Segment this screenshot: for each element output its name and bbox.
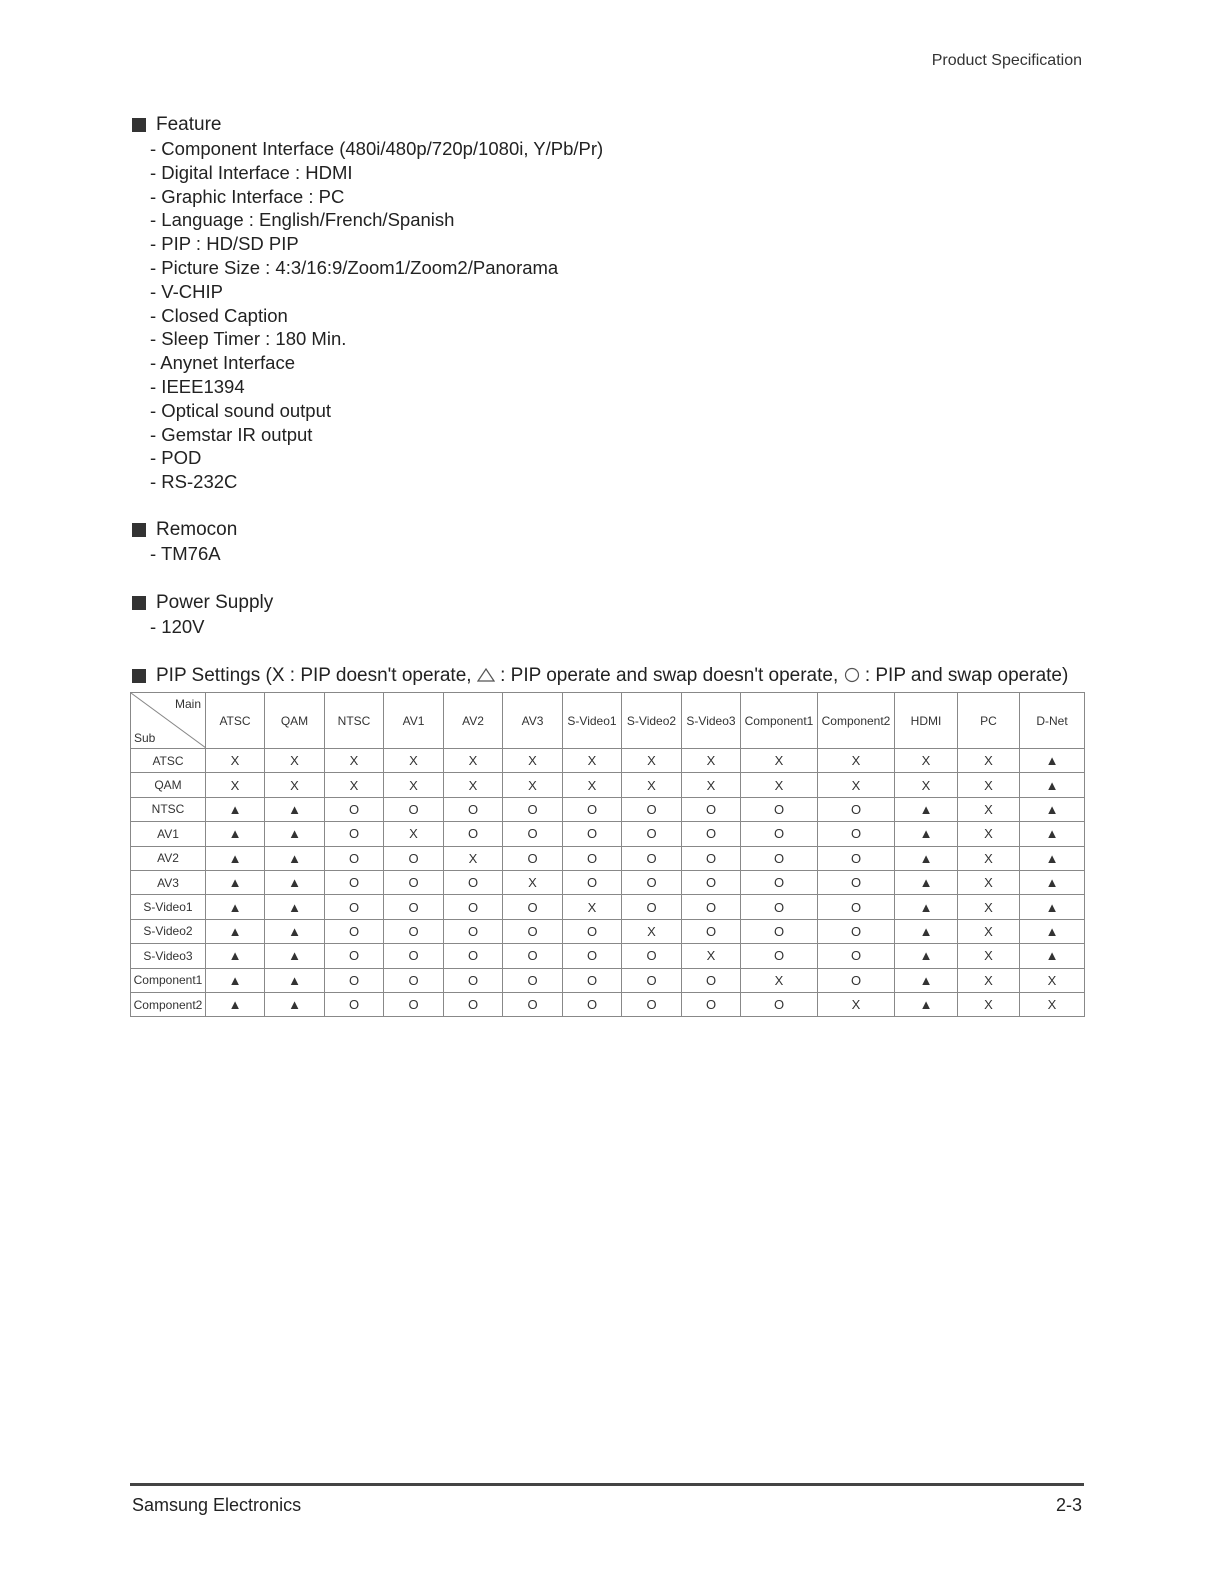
column-header: AV2 bbox=[444, 693, 503, 749]
table-cell: ▲ bbox=[895, 944, 958, 968]
column-header: NTSC bbox=[325, 693, 384, 749]
table-cell: X bbox=[682, 944, 741, 968]
table-cell: X bbox=[958, 919, 1020, 943]
table-cell: O bbox=[682, 822, 741, 846]
table-cell: X bbox=[444, 773, 503, 797]
table-cell: O bbox=[818, 846, 895, 870]
table-cell: O bbox=[622, 870, 682, 894]
table-cell: ▲ bbox=[895, 846, 958, 870]
table-cell: O bbox=[818, 919, 895, 943]
power-supply-item: - 120V bbox=[150, 616, 205, 637]
table-cell: ▲ bbox=[206, 992, 265, 1016]
table-cell: ▲ bbox=[265, 870, 325, 894]
column-header: ATSC bbox=[206, 693, 265, 749]
table-cell: O bbox=[741, 797, 818, 821]
table-cell: X bbox=[563, 773, 622, 797]
table-cell: X bbox=[818, 749, 895, 773]
table-cell: ▲ bbox=[1020, 870, 1085, 894]
column-header: PC bbox=[958, 693, 1020, 749]
footer-rule bbox=[130, 1483, 1084, 1486]
column-header: AV1 bbox=[384, 693, 444, 749]
table-cell: ▲ bbox=[265, 919, 325, 943]
row-header: Component1 bbox=[131, 968, 206, 992]
corner-sub-label: Sub bbox=[134, 731, 156, 745]
bullet-square-icon bbox=[132, 669, 146, 683]
table-cell: O bbox=[384, 846, 444, 870]
table-cell: O bbox=[325, 895, 384, 919]
table-cell: O bbox=[818, 870, 895, 894]
table-cell: X bbox=[958, 797, 1020, 821]
table-cell: X bbox=[958, 749, 1020, 773]
table-row bbox=[131, 895, 1085, 919]
table-cell: X bbox=[503, 870, 563, 894]
table-cell: O bbox=[818, 944, 895, 968]
feature-heading: Feature bbox=[156, 114, 222, 135]
table-cell: X bbox=[622, 773, 682, 797]
table-cell: ▲ bbox=[895, 822, 958, 846]
table-cell: O bbox=[503, 992, 563, 1016]
table-cell: O bbox=[503, 846, 563, 870]
triangle-outline-icon bbox=[477, 668, 495, 682]
table-cell: X bbox=[622, 749, 682, 773]
table-cell: ▲ bbox=[1020, 773, 1085, 797]
table-cell: O bbox=[444, 919, 503, 943]
table-cell: X bbox=[444, 846, 503, 870]
table-cell: O bbox=[444, 822, 503, 846]
footer-company: Samsung Electronics bbox=[132, 1495, 302, 1515]
table-cell: O bbox=[818, 968, 895, 992]
table-cell: ▲ bbox=[895, 919, 958, 943]
table-cell: O bbox=[563, 919, 622, 943]
pip-table-corner bbox=[131, 693, 206, 749]
table-cell: ▲ bbox=[1020, 822, 1085, 846]
feature-item: - RS-232C bbox=[150, 471, 238, 493]
table-cell: O bbox=[682, 870, 741, 894]
table-cell: X bbox=[958, 773, 1020, 797]
power-supply-section bbox=[132, 591, 273, 639]
table-row bbox=[131, 870, 1085, 894]
column-header: S-Video3 bbox=[682, 693, 741, 749]
table-cell: O bbox=[503, 968, 563, 992]
table-cell: O bbox=[682, 797, 741, 821]
table-cell: X bbox=[265, 773, 325, 797]
table-cell: X bbox=[958, 846, 1020, 870]
table-cell: ▲ bbox=[265, 944, 325, 968]
row-header: AV2 bbox=[131, 846, 206, 870]
table-cell: ▲ bbox=[895, 895, 958, 919]
table-cell: ▲ bbox=[1020, 944, 1085, 968]
bullet-square-icon bbox=[132, 523, 146, 537]
table-cell: O bbox=[384, 992, 444, 1016]
table-cell: O bbox=[741, 944, 818, 968]
feature-item: - PIP : HD/SD PIP bbox=[150, 233, 299, 255]
table-cell: X bbox=[682, 749, 741, 773]
table-cell: ▲ bbox=[1020, 749, 1085, 773]
table-row bbox=[131, 968, 1085, 992]
feature-item: - Component Interface (480i/480p/720p/1080i, Y/Pb/Pr) bbox=[150, 138, 604, 159]
table-cell: X bbox=[503, 773, 563, 797]
remocon-heading: Remocon bbox=[156, 519, 238, 540]
table-cell: O bbox=[622, 968, 682, 992]
table-row bbox=[131, 797, 1085, 821]
table-cell: O bbox=[444, 870, 503, 894]
row-header: AV3 bbox=[131, 870, 206, 894]
column-header: S-Video2 bbox=[622, 693, 682, 749]
feature-item: - Digital Interface : HDMI bbox=[150, 161, 353, 183]
table-cell: ▲ bbox=[206, 944, 265, 968]
table-cell: X bbox=[384, 749, 444, 773]
table-cell: X bbox=[741, 968, 818, 992]
table-cell: O bbox=[503, 822, 563, 846]
table-cell: O bbox=[741, 992, 818, 1016]
pip-settings-section bbox=[132, 664, 1068, 688]
table-row bbox=[131, 846, 1085, 870]
table-cell: O bbox=[622, 992, 682, 1016]
table-cell: O bbox=[818, 797, 895, 821]
table-cell: O bbox=[384, 870, 444, 894]
table-cell: ▲ bbox=[206, 822, 265, 846]
table-cell: O bbox=[384, 919, 444, 943]
table-row bbox=[131, 773, 1085, 797]
table-cell: O bbox=[325, 968, 384, 992]
column-header: D-Net bbox=[1020, 693, 1085, 749]
table-cell: X bbox=[958, 822, 1020, 846]
table-cell: ▲ bbox=[206, 895, 265, 919]
table-cell: O bbox=[384, 968, 444, 992]
table-cell: O bbox=[741, 870, 818, 894]
table-cell: ▲ bbox=[1020, 919, 1085, 943]
table-cell: X bbox=[1020, 992, 1085, 1016]
table-row bbox=[131, 992, 1085, 1016]
feature-item: - Language : English/French/Spanish bbox=[150, 209, 455, 231]
pip-table-header-row bbox=[131, 693, 1085, 749]
table-cell: X bbox=[958, 944, 1020, 968]
corner-main-label: Main bbox=[174, 697, 201, 711]
table-cell: X bbox=[384, 773, 444, 797]
table-cell: O bbox=[384, 797, 444, 821]
table-cell: O bbox=[325, 944, 384, 968]
feature-item: - POD bbox=[150, 447, 202, 469]
pip-settings-table bbox=[130, 692, 1085, 1017]
column-header: AV3 bbox=[503, 693, 563, 749]
table-cell: O bbox=[741, 895, 818, 919]
table-row bbox=[131, 822, 1085, 846]
table-cell: X bbox=[325, 749, 384, 773]
table-cell: O bbox=[741, 919, 818, 943]
table-cell: ▲ bbox=[206, 919, 265, 943]
table-cell: O bbox=[741, 822, 818, 846]
table-cell: O bbox=[563, 797, 622, 821]
table-cell: X bbox=[895, 749, 958, 773]
table-cell: O bbox=[682, 846, 741, 870]
table-cell: O bbox=[622, 797, 682, 821]
table-cell: X bbox=[741, 773, 818, 797]
table-row bbox=[131, 944, 1085, 968]
table-cell: ▲ bbox=[895, 797, 958, 821]
table-cell: O bbox=[444, 992, 503, 1016]
table-cell: X bbox=[563, 895, 622, 919]
table-cell: O bbox=[622, 944, 682, 968]
remocon-item: - TM76A bbox=[150, 543, 221, 564]
table-cell: O bbox=[503, 919, 563, 943]
table-cell: ▲ bbox=[1020, 895, 1085, 919]
table-cell: X bbox=[818, 992, 895, 1016]
table-cell: X bbox=[682, 773, 741, 797]
table-cell: O bbox=[682, 968, 741, 992]
table-cell: ▲ bbox=[265, 846, 325, 870]
page-header-title: Product Specification bbox=[931, 52, 1082, 69]
table-row bbox=[131, 919, 1085, 943]
feature-list bbox=[132, 137, 603, 494]
table-cell: ▲ bbox=[895, 968, 958, 992]
table-cell: O bbox=[682, 992, 741, 1016]
table-cell: O bbox=[444, 944, 503, 968]
pip-heading-mid: : PIP operate and swap doesn't operate, bbox=[500, 665, 844, 686]
table-cell: O bbox=[444, 968, 503, 992]
column-header: HDMI bbox=[895, 693, 958, 749]
table-cell: ▲ bbox=[265, 895, 325, 919]
table-cell: X bbox=[384, 822, 444, 846]
table-cell: X bbox=[958, 968, 1020, 992]
column-header: S-Video1 bbox=[563, 693, 622, 749]
table-cell: O bbox=[622, 822, 682, 846]
feature-item: - Optical sound output bbox=[150, 399, 331, 421]
table-cell: X bbox=[958, 870, 1020, 894]
row-header: NTSC bbox=[131, 797, 206, 821]
table-cell: O bbox=[325, 822, 384, 846]
remocon-section bbox=[132, 518, 237, 566]
table-cell: X bbox=[444, 749, 503, 773]
table-cell: O bbox=[444, 895, 503, 919]
table-cell: ▲ bbox=[206, 870, 265, 894]
column-header: Component1 bbox=[741, 693, 818, 749]
table-cell: X bbox=[206, 773, 265, 797]
table-cell: ▲ bbox=[265, 822, 325, 846]
table-cell: O bbox=[444, 797, 503, 821]
table-cell: ▲ bbox=[206, 846, 265, 870]
feature-item: - IEEE1394 bbox=[150, 375, 245, 397]
table-cell: X bbox=[325, 773, 384, 797]
feature-item: - Gemstar IR output bbox=[150, 423, 313, 445]
table-cell: X bbox=[958, 895, 1020, 919]
bullet-square-icon bbox=[132, 118, 146, 132]
table-cell: X bbox=[622, 919, 682, 943]
table-cell: O bbox=[682, 919, 741, 943]
table-cell: O bbox=[682, 895, 741, 919]
table-cell: O bbox=[503, 895, 563, 919]
table-cell: X bbox=[741, 749, 818, 773]
table-cell: O bbox=[563, 870, 622, 894]
table-cell: O bbox=[741, 846, 818, 870]
table-cell: O bbox=[563, 822, 622, 846]
table-cell: X bbox=[1020, 968, 1085, 992]
table-cell: O bbox=[384, 944, 444, 968]
feature-item: - V-CHIP bbox=[150, 280, 223, 302]
table-cell: X bbox=[818, 773, 895, 797]
table-cell: O bbox=[818, 895, 895, 919]
row-header: AV1 bbox=[131, 822, 206, 846]
row-header: S-Video1 bbox=[131, 895, 206, 919]
pip-heading-suffix: : PIP and swap operate) bbox=[864, 665, 1069, 686]
table-cell: O bbox=[622, 846, 682, 870]
table-cell: O bbox=[563, 992, 622, 1016]
bullet-square-icon bbox=[132, 596, 146, 610]
table-cell: ▲ bbox=[206, 797, 265, 821]
table-cell: ▲ bbox=[895, 992, 958, 1016]
row-header: S-Video3 bbox=[131, 944, 206, 968]
table-cell: O bbox=[325, 919, 384, 943]
table-cell: X bbox=[563, 749, 622, 773]
table-cell: X bbox=[958, 992, 1020, 1016]
table-cell: O bbox=[325, 870, 384, 894]
row-header: S-Video2 bbox=[131, 919, 206, 943]
power-supply-heading: Power Supply bbox=[156, 592, 274, 613]
column-header: Component2 bbox=[818, 693, 895, 749]
column-header: QAM bbox=[265, 693, 325, 749]
footer-page-number: 2-3 bbox=[1055, 1495, 1082, 1515]
row-header: Component2 bbox=[131, 992, 206, 1016]
table-cell: ▲ bbox=[265, 992, 325, 1016]
table-cell: O bbox=[818, 822, 895, 846]
table-cell: ▲ bbox=[1020, 797, 1085, 821]
table-cell: ▲ bbox=[206, 968, 265, 992]
feature-item: - Sleep Timer : 180 Min. bbox=[150, 328, 347, 350]
pip-heading-prefix: PIP Settings (X : PIP doesn't operate, bbox=[156, 665, 477, 686]
row-header: ATSC bbox=[131, 749, 206, 773]
table-row bbox=[131, 749, 1085, 773]
feature-item: - Graphic Interface : PC bbox=[150, 185, 345, 207]
pip-table-body bbox=[131, 749, 1085, 1017]
feature-section bbox=[132, 113, 603, 494]
table-cell: X bbox=[895, 773, 958, 797]
table-cell: O bbox=[563, 846, 622, 870]
table-cell: O bbox=[503, 944, 563, 968]
table-cell: O bbox=[622, 895, 682, 919]
table-cell: O bbox=[325, 797, 384, 821]
table-cell: ▲ bbox=[1020, 846, 1085, 870]
feature-item: - Picture Size : 4:3/16:9/Zoom1/Zoom2/Panorama bbox=[150, 256, 559, 278]
pip-heading bbox=[156, 664, 1068, 688]
row-header: QAM bbox=[131, 773, 206, 797]
table-cell: O bbox=[384, 895, 444, 919]
table-cell: X bbox=[503, 749, 563, 773]
table-cell: O bbox=[563, 944, 622, 968]
circle-outline-icon bbox=[844, 667, 860, 683]
table-cell: X bbox=[206, 749, 265, 773]
table-cell: ▲ bbox=[265, 797, 325, 821]
feature-item: - Anynet Interface bbox=[150, 352, 296, 374]
table-cell: ▲ bbox=[895, 870, 958, 894]
feature-item: - Closed Caption bbox=[150, 304, 288, 326]
table-cell: O bbox=[563, 968, 622, 992]
table-cell: ▲ bbox=[265, 968, 325, 992]
table-cell: O bbox=[325, 992, 384, 1016]
table-cell: O bbox=[325, 846, 384, 870]
table-cell: O bbox=[503, 797, 563, 821]
table-cell: X bbox=[265, 749, 325, 773]
